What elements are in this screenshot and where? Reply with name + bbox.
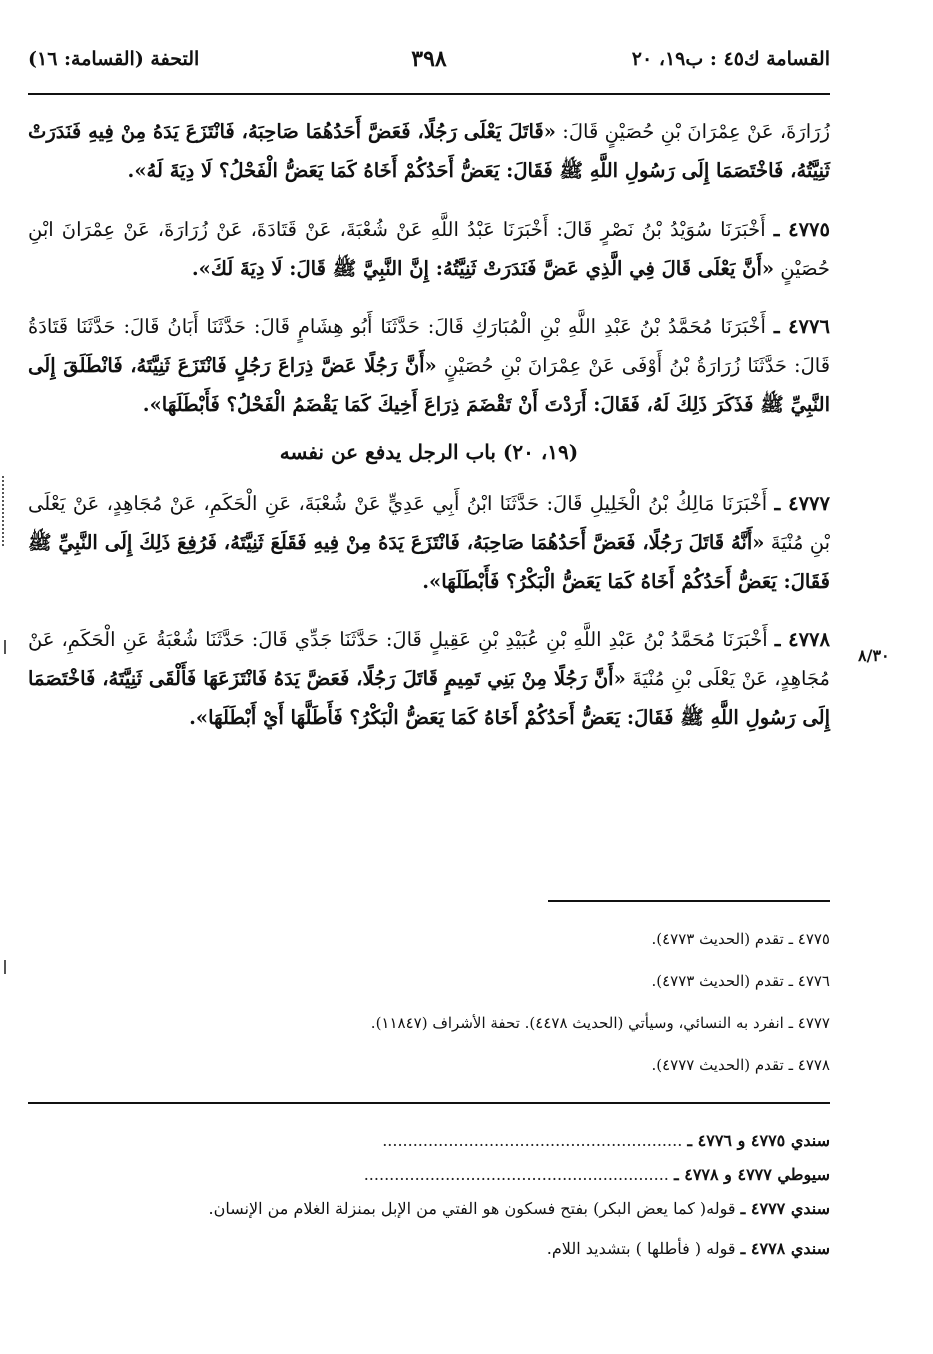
hadith-isnad: أَخْبَرَنَا سُوَيْدُ بْنُ نَصْرٍ قَالَ: أَخْبَرَنَا عَبْدُ اللَّهِ عَنْ شُعْبَةَ، عَنْ قَتَادَةَ، عَنْ زُرَارَةَ، عَنْ عِمْرَانَ ابْنِ حُصَيْنٍ	[28, 217, 830, 280]
commentary-divider	[28, 1102, 830, 1104]
hadith-4776	[28, 307, 830, 424]
scan-edge-mark	[4, 640, 6, 654]
page-number: ٣٩٨	[411, 46, 447, 72]
footnotes	[28, 920, 830, 1088]
hadith-matn: «أَنَّهُ قَاتَلَ رَجُلًا، فَعَضَّ أَحَدُهُمَا صَاحِبَهُ، فَانْتَزَعَ يَدَهُ مِنْ فِيهِ فَقَلَعَ ثَنِيَّتَهُ، فَرُفِعَ ذَلِكَ إِلَى النَّبِيِّ ﷺ فَقَالَ: يَعَضُّ أَحَدُكُمْ أَخَاهُ كَمَا يَعَضُّ الْبَكْرُ؟ فَأَبْطَلَهَا».	[28, 530, 830, 593]
commentary-label: سيوطي ٤٧٧٧ و ٤٧٧٨ ـ	[673, 1165, 830, 1184]
commentary-item	[28, 1192, 830, 1226]
hadith-number: ٤٧٧٨ ـ	[774, 628, 830, 651]
hadith-4775	[28, 210, 830, 288]
hadith-isnad: أَخْبَرَنَا مَالِكُ بْنُ الْخَلِيلِ قَالَ: حَدَّثَنَا ابْنُ أَبِي عَدِيٍّ عَنْ شُعْبَةَ، عَنِ الْحَكَمِ، عَنْ مُجَاهِدٍ، عَنْ يَعْلَى بْنِ مُنْيَةَ	[28, 491, 831, 554]
header-tuhfa-ref: التحفة (القسامة: ١٦)	[28, 48, 200, 70]
commentary-label: سندي ٤٧٧٨ ـ	[740, 1239, 830, 1258]
commentary-label: سندي ٤٧٧٥ و ٤٧٧٦ ـ	[687, 1131, 830, 1150]
page-header	[28, 44, 830, 80]
commentary-text: قوله( كما يعض البكر) بفتح فسكون هو الفتي من الإبل بمنزلة الغلام من الإنسان.	[208, 1199, 736, 1218]
footnote-item: ٤٧٧٦ ـ تقدم (الحديث ٤٧٧٣).	[651, 972, 830, 990]
scan-edge-mark	[2, 476, 12, 546]
header-chapter-ref: القسامة ك٤٥ : ب١٩، ٢٠	[631, 48, 830, 70]
hadith-4777	[28, 484, 830, 601]
hadith-matn: «قَاتَلَ يَعْلَى رَجُلًا، فَعَضَّ أَحَدُهُمَا صَاحِبَهُ، فَانْتَزَعَ يَدَهُ مِنْ فِيهِ فَنَدَرَتْ ثَنِيَّتُهُ، فَاخْتَصَمَا إِلَى رَسُولِ اللَّهِ ﷺ فَقَالَ: يَعَضُّ أَحَدُكُمْ أَخَاهُ كَمَا يَعَضُّ الْفَحْلُ؟ لَا دِيَةَ لَهُ».	[28, 120, 830, 182]
commentary-dots: ............................................................	[363, 1165, 669, 1184]
hadith-matn: «أَنَّ يَعْلَى قَالَ فِي الَّذِي عَضَّ فَنَدَرَتْ ثَنِيَّتُهُ: إِنَّ النَّبِيَّ ﷺ قَالَ: لَا دِيَةَ لَكَ».	[191, 256, 775, 280]
hadith-number: ٤٧٧٧ ـ	[774, 491, 830, 515]
scan-edge-mark	[4, 960, 6, 974]
commentary-item	[28, 1124, 830, 1158]
hadith-4778	[28, 620, 830, 737]
commentary-item	[28, 1232, 830, 1266]
main-text	[28, 112, 830, 743]
commentary-dots: ...........................................................	[382, 1131, 683, 1150]
margin-reference: ٨/٣٠	[858, 646, 890, 665]
footnote-item: ٤٧٧٥ ـ تقدم (الحديث ٤٧٧٣).	[651, 930, 830, 948]
header-divider	[28, 93, 830, 95]
chapter-title: (١٩، ٢٠) باب الرجل يدفع عن نفسه	[279, 440, 579, 464]
hadith-number: ٤٧٧٦ ـ	[773, 315, 830, 338]
hadith-matn: «أَنَّ رَجُلًا عَضَّ ذِرَاعَ رَجُلٍ فَانْتَزَعَ ثَنِيَّتَهُ، فَانْطَلَقَ إِلَى النَّبِيِّ ﷺ فَذَكَرَ ذَلِكَ لَهُ، فَقَالَ: أَرَدْتَ أَنْ تَقْضَمَ ذِرَاعَ أَخِيكَ كَمَا يَقْضَمُ الْفَحْلُ؟ فَأَبْطَلَهَا».	[28, 354, 830, 416]
hadith-continuation	[28, 112, 830, 190]
commentary-label: سندي ٤٧٧٧ ـ	[740, 1199, 830, 1218]
commentary-section	[28, 1124, 830, 1266]
hadith-isnad: أَخْبَرَنَا مُحَمَّدُ بْنُ عَبْدِ اللَّهِ بْنِ عُبَيْدِ بْنِ عَقِيلٍ قَالَ: حَدَّثَنَا جَدِّي قَالَ: حَدَّثَنَا شُعْبَةُ عَنِ الْحَكَمِ، عَنْ مُجَاهِدٍ، عَنْ يَعْلَى بْنِ مُنْيَةَ	[28, 628, 830, 690]
commentary-item	[28, 1158, 830, 1192]
footnote-divider	[548, 900, 830, 902]
hadith-number: ٤٧٧٥ ـ	[773, 217, 830, 241]
footnote-item: ٤٧٧٧ ـ انفرد به النسائي، وسيأتي (الحديث ٤٤٧٨). تحفة الأشراف (١١٨٤٧).	[370, 1014, 830, 1032]
hadith-isnad: زُرَارَةَ، عَنْ عِمْرَانَ بْنِ حُصَيْنٍ قَالَ:	[562, 120, 830, 143]
footnote-item: ٤٧٧٨ ـ تقدم (الحديث ٤٧٧٧).	[651, 1056, 830, 1074]
hadith-matn: «أَنَّ رَجُلًا مِنْ بَنِي تَمِيمٍ قَاتَلَ رَجُلًا، فَعَضَّ يَدَهُ فَانْتَزَعَهَا فَأَلْقَى ثَنِيَّتَهُ، فَاخْتَصَمَا إِلَى رَسُولِ اللَّهِ ﷺ فَقَالَ: يَعَضُّ أَحَدُكُمْ أَخَاهُ كَمَا يَعَضُّ الْبَكْرُ؟ فَأَطَلَّهَا أَيْ أَبْطَلَهَا».	[28, 667, 830, 729]
hadith-isnad: أَخْبَرَنَا مُحَمَّدُ بْنُ عَبْدِ اللَّهِ بْنِ الْمُبَارَكِ قَالَ: حَدَّثَنَا أَبُو هِشَامٍ قَالَ: حَدَّثَنَا أَبَانُ قَالَ: حَدَّثَنَا قَتَادَةُ قَالَ: حَدَّثَنَا زُرَارَةُ بْنُ أَوْفَى عَنْ عِمْرَانَ بْنِ حُصَيْنٍ	[28, 315, 831, 377]
commentary-text: قوله ( فأطلها ) بتشديد اللام.	[546, 1239, 736, 1258]
